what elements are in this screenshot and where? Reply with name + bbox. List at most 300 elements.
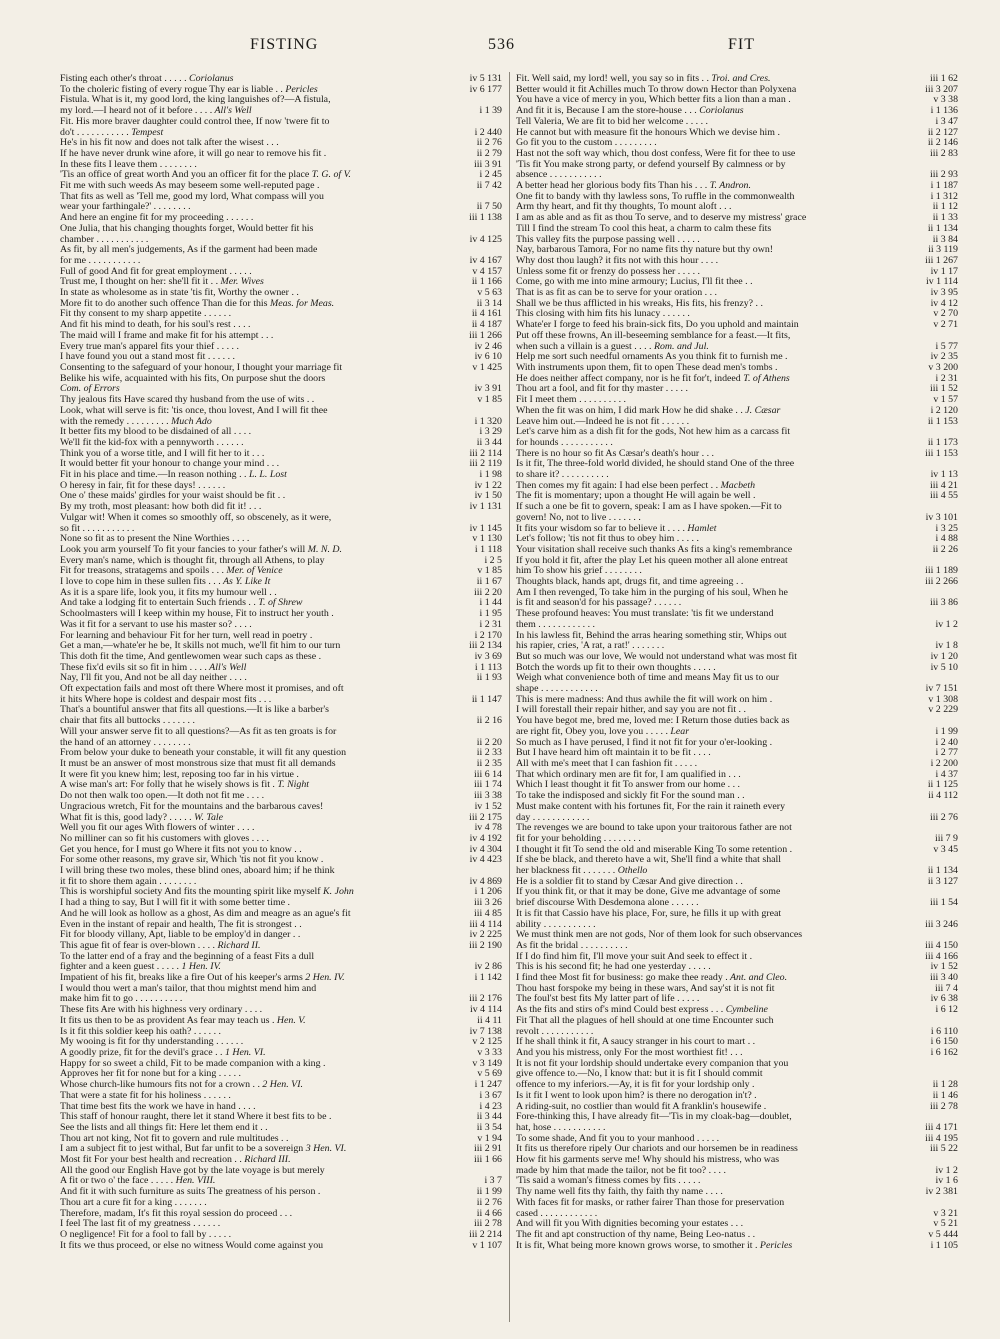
quotation-text: Let's carve him as a dish fit for the gods, Not hew him as a carcass fit (516, 427, 791, 438)
act-scene-line-ref: iv 4 12 (930, 298, 958, 309)
quotation-text: Fit. Well said, my lord! well, you say so in fits . . (516, 74, 709, 84)
concordance-entry (60, 277, 502, 288)
play-title: Cymbeline (723, 1005, 768, 1016)
act-scene-line-ref: ii 7 50 (476, 202, 502, 213)
play-title: Richard II. (215, 940, 261, 951)
quotation-text: It is not fit your lordship should undertake every companion that you (516, 1058, 789, 1069)
act-scene-line-ref: iii 7 4 (934, 983, 958, 994)
quotation-text: None so fit as to present the Nine Worthies . . . . (60, 534, 250, 545)
quotation-text: his rapier, cries, 'A rat, a rat!' . . . . . . . (516, 641, 665, 652)
concordance-entry (516, 256, 958, 267)
act-scene-line-ref: i 2 40 (935, 737, 958, 748)
act-scene-line-ref: iii 2 20 (474, 587, 502, 598)
concordance-entry (60, 309, 502, 320)
quotation-text: Hast not the soft way which, thou dost confess, Were fit for thee to use (516, 148, 796, 159)
act-scene-line-ref: iii 1 74 (474, 780, 502, 791)
quotation-text: for hounds . . . . . . . . . . . (516, 437, 613, 448)
quotation-text: Nay, I'll fit you, And not be all day neither . . . . (60, 673, 247, 684)
concordance-entry (60, 1155, 502, 1166)
act-scene-line-ref: iii 1 267 (925, 255, 958, 266)
quotation-text: them . . . . . . . . . . . . (516, 619, 595, 630)
concordance-entry (60, 85, 502, 96)
concordance-entry (60, 920, 502, 931)
play-title: Tempest (128, 127, 164, 138)
act-scene-line-ref: ii 2 76 (476, 1197, 502, 1208)
concordance-entry (516, 235, 958, 246)
act-scene-line-ref: i 6 150 (930, 1037, 958, 1048)
act-scene-line-ref: i 1 320 (474, 416, 502, 427)
quotation-text: Will your answer serve fit to all questions?—As fit as ten groats is for (60, 726, 337, 737)
concordance-entry (60, 705, 502, 716)
quotation-text: Thou art a cure fit for a king . . . . . . . (60, 1197, 207, 1208)
concordance-entry (516, 170, 958, 181)
act-scene-line-ref: v 5 444 (928, 1229, 958, 1240)
act-scene-line-ref: v 3 21 (933, 1208, 958, 1219)
concordance-entry (516, 845, 958, 856)
concordance-entry (516, 384, 958, 395)
quotation-text: It is fit, What being more known grows worse, to smother it . (516, 1240, 758, 1251)
play-title: Hen. V. (274, 1015, 306, 1026)
quotation-text: O negligence! Fit for a fool to fall by . . . . . (60, 1229, 232, 1240)
quotation-text: These fix'd evils sit so fit in him . . . . (60, 662, 207, 673)
concordance-entry (516, 74, 958, 85)
act-scene-line-ref: iii 1 138 (469, 213, 502, 224)
act-scene-line-ref: iv 1 13 (930, 470, 958, 481)
act-scene-line-ref: i 1 206 (474, 887, 502, 898)
concordance-entry (516, 1144, 958, 1155)
quotation-text: We must think men are not gods, Nor of them look for such observances (516, 930, 803, 941)
concordance-entry (60, 1134, 502, 1145)
concordance-entry (60, 673, 502, 684)
concordance-entry (60, 695, 502, 706)
act-scene-line-ref: iv 1 114 (925, 277, 958, 288)
act-scene-line-ref: ii 3 54 (476, 1122, 502, 1133)
act-scene-line-ref: iii 2 119 (469, 459, 502, 470)
play-title: Mer. Wives (218, 277, 264, 288)
quotation-text: To the latter end of a fray and the beginning of a feast Fits a dull (60, 951, 315, 962)
act-scene-line-ref: iv 1 131 (469, 502, 502, 513)
quotation-text: do't . . . . . . . . . . . (60, 127, 129, 138)
act-scene-line-ref: i 1 44 (479, 598, 502, 609)
quotation-text: Tell Valeria, We are fit to bid her welcome . . . . . (516, 116, 709, 127)
concordance-entry (60, 1069, 502, 1080)
quotation-text: Fistula. What is it, my good lord, the king languishes of?—A fistula, (60, 95, 331, 106)
quotation-text: I am as able and as fit as thou To serve, and to deserve my mistress' grace (516, 213, 807, 224)
act-scene-line-ref: ii 2 20 (476, 737, 502, 748)
quotation-text: Thy jealous fits Have scared thy husband from the use of wits . . (60, 395, 315, 406)
concordance-entry (516, 898, 958, 909)
quotation-text: offence to my inferiors.—Ay, it is fit for your lordship only . (516, 1080, 755, 1091)
concordance-entry (60, 352, 502, 363)
concordance-entry (516, 855, 958, 866)
quotation-text: By my troth, most pleasant: how both did fit it! . . . (60, 502, 262, 513)
play-title: 3 Hen. VI. (303, 1144, 347, 1155)
quotation-text: And he will look as hollow as a ghost, As dim and meagre as an ague's fit (60, 908, 351, 919)
quotation-text: I had a thing to say, But I will fit it with some better time . (60, 898, 291, 909)
concordance-entry (60, 855, 502, 866)
act-scene-line-ref: i 2 200 (930, 759, 958, 769)
quotation-text: Do not then walk too open.—It doth not fit me . . . . (60, 791, 265, 802)
concordance-entry (60, 641, 502, 652)
concordance-entry (60, 491, 502, 502)
quotation-text: Fit for treasons, stratagems and spoils . . . (60, 566, 225, 577)
concordance-entry (516, 1176, 958, 1187)
play-title: J. Cæsar (742, 405, 781, 416)
concordance-entry (60, 813, 502, 824)
quotation-text: with the remedy . . . . . . . . . (60, 416, 169, 427)
act-scene-line-ref: i 2 31 (479, 619, 502, 630)
act-scene-line-ref: i 2 170 (474, 630, 502, 641)
act-scene-line-ref: v 1 57 (933, 395, 958, 406)
concordance-entry (516, 866, 958, 877)
act-scene-line-ref: iii 2 266 (925, 577, 958, 588)
quotation-text: This is his second fit; he had one yesterday . . . . . (516, 962, 711, 973)
quotation-text: Every man's name, which is thought fit, through all Athens, to play (60, 555, 325, 566)
quotation-text: Was it fit for a servant to use his master so? . . . . (60, 619, 252, 630)
quotation-text: But I have heard him oft maintain it to be fit . . . . (516, 748, 711, 759)
act-scene-line-ref: v 2 229 (928, 705, 958, 716)
concordance-entry (516, 920, 958, 931)
play-title: K. John (320, 887, 354, 898)
quotation-text: Is it fit I went to look upon him? is there no derogation in't? . (516, 1090, 757, 1101)
act-scene-line-ref: iii 2 176 (469, 994, 502, 1005)
quotation-text: In his lawless fit, Behind the arras hearing something stir, Whips out (516, 630, 787, 641)
act-scene-line-ref: ii 4 66 (476, 1208, 502, 1219)
act-scene-line-ref: iii 2 93 (930, 170, 958, 181)
concordance-entry (60, 1219, 502, 1230)
concordance-entry (516, 1027, 958, 1038)
act-scene-line-ref: i 1 113 (474, 662, 502, 673)
concordance-entry (60, 727, 502, 738)
play-title: M. N. D. (305, 544, 343, 555)
quotation-text: Fit I meet them . . . . . . . . . . (516, 395, 626, 406)
concordance-entry (60, 748, 502, 759)
concordance-entry (60, 802, 502, 813)
concordance-entry (516, 598, 958, 609)
act-scene-line-ref: i 1 98 (479, 470, 502, 481)
quotation-text: Trust me, I thought on her: she'll fit it . . (60, 277, 219, 288)
concordance-entry (60, 267, 502, 278)
play-title: L. L. Lost (246, 470, 287, 481)
act-scene-line-ref: iv 4 167 (469, 255, 502, 266)
act-scene-line-ref: i 1 118 (474, 544, 502, 555)
quotation-text: Which I least thought it fit To answer from our home . . . (516, 780, 741, 791)
concordance-entry (516, 652, 958, 663)
concordance-entry (516, 1016, 958, 1027)
concordance-entry (60, 363, 502, 374)
quotation-text: So much as I have perused, I find it not fit for your o'er-looking . (516, 737, 773, 748)
act-scene-line-ref: i 3 67 (479, 1090, 502, 1101)
concordance-entry (516, 802, 958, 813)
quotation-text: As it is a spare life, look you, it fits my humour well . . (60, 587, 277, 598)
act-scene-line-ref: ii 1 46 (932, 1090, 958, 1101)
concordance-entry (60, 1187, 502, 1198)
play-title: T. of Shrew (255, 598, 303, 609)
act-scene-line-ref: iv 1 50 (474, 491, 502, 502)
act-scene-line-ref: iii 4 171 (925, 1122, 958, 1133)
quotation-text: We'll fit the kid-fox with a pennyworth . . . . . . (60, 437, 244, 448)
quotation-text: He is a soldier fit to stand by Cæsar And give direction . . (516, 876, 743, 887)
act-scene-line-ref: ii 2 76 (476, 138, 502, 149)
concordance-entry (516, 577, 958, 588)
quotation-text: If she be black, and thereto have a wit, She'll find a white that shall (516, 855, 782, 866)
play-title: 2 Hen. IV. (302, 973, 345, 984)
play-title: Macbeth (718, 480, 756, 491)
act-scene-line-ref: iii 7 9 (934, 833, 958, 844)
play-title: 1 Hen. VI. (222, 1047, 266, 1058)
concordance-entry (516, 417, 958, 428)
quotation-text: How fit his garments serve me! Why should his mistress, who was (516, 1155, 780, 1166)
concordance-entry (516, 1219, 958, 1230)
concordance-entry (60, 1112, 502, 1123)
quotation-text: This is worshipful society And fits the mounting spirit like myself (60, 887, 321, 898)
concordance-entry (60, 427, 502, 438)
concordance-entry (60, 1037, 502, 1048)
concordance-entry (516, 267, 958, 278)
quotation-text: Ungracious wretch, Fit for the mountains and the barbarous caves! (60, 801, 324, 812)
concordance-entry (516, 631, 958, 642)
act-scene-line-ref: iv 4 192 (469, 833, 502, 844)
quotation-text: He cannot but with measure fit the honours Which we devise him . (516, 127, 780, 138)
quotation-text: Full of good And fit for great employment . . . . . (60, 266, 252, 277)
act-scene-line-ref: ii 2 33 (476, 748, 502, 759)
quotation-text: made by him that made the tailor, not be fit too? . . . . (516, 1165, 726, 1176)
quotation-text: O heresy in fair, fit for these days! . . . . . . (60, 480, 226, 491)
quotation-text: One Julia, that his changing thoughts forget, Would better fit his (60, 223, 314, 234)
quotation-text: A better head her glorious body fits Than his . . . (516, 181, 708, 192)
concordance-entry (60, 887, 502, 898)
act-scene-line-ref: i 4 37 (935, 769, 958, 780)
quotation-text: Leave him out.—Indeed he is not fit . . . . . . (516, 416, 690, 427)
act-scene-line-ref: v 3 200 (928, 362, 958, 373)
concordance-entry (60, 1144, 502, 1155)
concordance-entry (516, 877, 958, 888)
concordance-entry (516, 224, 958, 235)
quotation-text: One o' these maids' girdles for your waist should be fit . . (60, 491, 286, 502)
concordance-entry (60, 588, 502, 599)
quotation-text: revolt . . . . . . . . . . . (516, 1026, 594, 1037)
concordance-entry (516, 331, 958, 342)
act-scene-line-ref: v 2 125 (472, 1037, 502, 1048)
concordance-entry (516, 641, 958, 652)
act-scene-line-ref: ii 1 12 (932, 202, 958, 213)
act-scene-line-ref: iv 6 10 (474, 352, 502, 363)
quotation-text: All with me's meet that I can fashion fit . . . . . (516, 759, 698, 769)
quotation-text: It fits us then to be as provident As fear may teach us . (60, 1015, 275, 1026)
act-scene-line-ref: v 5 69 (477, 1069, 502, 1080)
quotation-text: Consenting to the safeguard of your honour, I thought your marriage fit (60, 362, 343, 373)
concordance-entry (60, 181, 502, 192)
quotation-text: Help me sort such needful ornaments As you think fit to furnish me . (516, 352, 788, 363)
quotation-text: I have found you out a stand most fit . . . . . . (60, 352, 235, 363)
act-scene-line-ref: iv 2 86 (474, 962, 502, 973)
act-scene-line-ref: iv 1 20 (930, 651, 958, 662)
act-scene-line-ref: iv 7 151 (925, 684, 958, 695)
quotation-text: For some other reasons, my grave sir, Which 'tis not fit you know . (60, 855, 324, 866)
quotation-text: To take the indisposed and sickly fit For the sound man . . (516, 791, 745, 802)
quotation-text: It were fit you knew him; lest, reposing too far in his virtue . (60, 769, 299, 780)
concordance-entry (516, 309, 958, 320)
concordance-entry (60, 481, 502, 492)
concordance-entry (516, 1134, 958, 1145)
concordance-entry (60, 160, 502, 171)
act-scene-line-ref: ii 2 16 (476, 716, 502, 727)
concordance-entry (60, 1027, 502, 1038)
column-divider (509, 72, 510, 1322)
concordance-entry (60, 791, 502, 802)
act-scene-line-ref: iv 4 114 (469, 1005, 502, 1016)
quotation-text: And you his mistress, only For the most worthiest fit! . . . (516, 1047, 743, 1058)
act-scene-line-ref: v 3 33 (477, 1047, 502, 1058)
concordance-entry (60, 395, 502, 406)
play-title: Much Ado (168, 416, 212, 427)
quotation-text: And here an engine fit for my proceeding . . . . . . (60, 213, 254, 224)
concordance-entry (516, 149, 958, 160)
act-scene-line-ref: iv 1 2 (935, 619, 958, 630)
quotation-text: You have a vice of mercy in you, Which better fits a lion than a man . (516, 95, 791, 106)
quotation-text: I will bring these two moles, these blind ones, aboard him; if he think (60, 866, 335, 877)
play-title: Othello (615, 866, 648, 877)
concordance-entry (60, 74, 502, 85)
concordance-entry (60, 1241, 502, 1252)
quotation-text: Let's follow; 'tis not fit thus to obey him . . . . . (516, 534, 699, 545)
concordance-entry (60, 406, 502, 417)
concordance-entry (516, 952, 958, 963)
quotation-text: Belike his wife, acquainted with his fits, On purpose shut the doors (60, 373, 326, 384)
concordance-entry (516, 491, 958, 502)
quotation-text: That's a bountiful answer that fits all questions.—It is like a barber's (60, 705, 330, 716)
quotation-text: As fit, by all men's judgements, As if the garment had been made (60, 245, 318, 256)
quotation-text: That time best fits the work we have in hand . . . . (60, 1101, 256, 1112)
act-scene-line-ref: i 1 247 (474, 1080, 502, 1091)
concordance-entry (516, 962, 958, 973)
concordance-entry (60, 823, 502, 834)
concordance-entry (60, 941, 502, 952)
quotation-text: day . . . . . . . . . . . . (516, 812, 590, 823)
act-scene-line-ref: ii 1 67 (476, 577, 502, 588)
play-title: Rom. and Jul. (651, 341, 709, 352)
page-number: 536 (488, 36, 515, 53)
quotation-text: It fits your wisdom so far to believe it . . . . (516, 523, 685, 534)
concordance-entry (516, 502, 958, 513)
quotation-text: him To show his grief . . . . . . . . (516, 566, 642, 577)
concordance-entry (516, 1166, 958, 1177)
act-scene-line-ref: ii 7 42 (476, 181, 502, 192)
concordance-entry (60, 556, 502, 567)
act-scene-line-ref: iv 2 46 (474, 341, 502, 352)
concordance-entry (60, 1198, 502, 1209)
concordance-entry (60, 342, 502, 353)
act-scene-line-ref: i 6 110 (930, 1026, 958, 1037)
concordance-entry (60, 962, 502, 973)
act-scene-line-ref: ii 4 161 (471, 309, 502, 320)
concordance-entry (516, 85, 958, 96)
concordance-entry (60, 202, 502, 213)
act-scene-line-ref: ii 1 153 (927, 416, 958, 427)
concordance-entry (516, 588, 958, 599)
concordance-entry (60, 331, 502, 342)
quotation-text: These fits Are with his highness very ordinary . . . . (60, 1005, 263, 1016)
play-title: Pericles (282, 84, 318, 95)
concordance-entry (516, 823, 958, 834)
play-title: T. Night (274, 780, 310, 791)
concordance-entry (516, 994, 958, 1005)
concordance-entry (516, 1069, 958, 1080)
quotation-text: It fits we thus proceed, or else no witness Would come against you (60, 1240, 324, 1251)
concordance-entry (516, 1080, 958, 1091)
concordance-entry (60, 577, 502, 588)
quotation-text: In these fits I leave them . . . . . . . . (60, 159, 197, 170)
quotation-text: No milliner can so fit his customers with gloves . . . . (60, 833, 269, 844)
concordance-entry (60, 1123, 502, 1134)
quotation-text: It would better fit your honour to change your mind . . . (60, 459, 280, 470)
concordance-entry (516, 887, 958, 898)
play-title: T. Andron. (707, 181, 751, 192)
concordance-entry (516, 106, 958, 117)
quotation-text: Impatient of his fit, breaks like a fire Out of his keeper's arms (60, 973, 303, 984)
act-scene-line-ref: iv 1 2 (935, 1165, 958, 1176)
quotation-text: Till I find the stream To cool this heat, a charm to calm these fits (516, 223, 772, 234)
act-scene-line-ref: v 3 149 (472, 1058, 502, 1069)
act-scene-line-ref: iv 3 95 (930, 288, 958, 299)
act-scene-line-ref: i 2 31 (935, 373, 958, 384)
act-scene-line-ref: iv 2 35 (930, 352, 958, 363)
quotation-text: One fit to bandy with thy lawless sons, To ruffle in the commonwealth (516, 191, 795, 202)
concordance-entry (60, 1102, 502, 1113)
concordance-entry (516, 695, 958, 706)
quotation-text: You have begot me, bred me, loved me: I Return those duties back as (516, 716, 790, 727)
quotation-text: If he shall think it fit, A saucy stranger in his court to mart . . (516, 1037, 756, 1048)
concordance-entry (516, 320, 958, 331)
quotation-text: are right fit, Obey you, love you . . . . . (516, 726, 668, 737)
play-title: Mer. of Venice (224, 566, 283, 577)
act-scene-line-ref: i 3 29 (479, 427, 502, 438)
act-scene-line-ref: v 1 94 (477, 1133, 502, 1144)
act-scene-line-ref: iii 6 14 (474, 769, 502, 780)
act-scene-line-ref: iv 6 177 (469, 84, 502, 95)
quotation-text: A goodly prize, fit for the devil's grace . . (60, 1047, 223, 1058)
concordance-entry (60, 984, 502, 995)
concordance-entry (60, 117, 502, 128)
quotation-text: The fit is momentary; upon a thought He will again be well . (516, 491, 756, 502)
quotation-text: Is it fit, The three-fold world divided, he should stand One of the three (516, 459, 795, 470)
act-scene-line-ref: iv 2 225 (469, 930, 502, 941)
play-title: Coriolanus (696, 106, 744, 117)
concordance-entry (60, 834, 502, 845)
left-column (60, 74, 502, 1251)
quotation-text: Fit thy consent to my sharp appetite . . . . . . (60, 309, 232, 320)
act-scene-line-ref: v 3 45 (933, 844, 958, 855)
act-scene-line-ref: iii 4 114 (469, 919, 502, 930)
play-title: As Y. Like It (220, 577, 271, 588)
concordance-entry (60, 684, 502, 695)
concordance-entry (60, 138, 502, 149)
quotation-text: I thought it fit To send the old and miserable King To some retention . (516, 844, 793, 855)
act-scene-line-ref: iii 2 175 (469, 812, 502, 823)
quotation-text: This is mere madness: And thus awhile the fit will work on him . (516, 694, 773, 705)
concordance-entry (60, 513, 502, 524)
act-scene-line-ref: v 2 71 (933, 320, 958, 331)
quotation-text: And fit his mind to death, for his soul's rest . . . . (60, 320, 251, 331)
quotation-text: It fits us therefore ripely Our chariots and our horsemen be in readiness (516, 1144, 798, 1155)
quotation-text: brief discourse With Desdemona alone . . . . . . (516, 898, 699, 909)
quotation-text: It must be an answer of most monstrous size that must fit all demands (60, 759, 336, 769)
act-scene-line-ref: ii 2 26 (932, 544, 958, 555)
quotation-text: Botch the words up fit to their own thoughts . . . . . (516, 662, 716, 673)
running-head-left: FISTING (250, 36, 319, 53)
act-scene-line-ref: i 2 120 (930, 405, 958, 416)
quotation-text: Fit me with such weeds As may beseem some well-reputed page . (60, 181, 320, 192)
